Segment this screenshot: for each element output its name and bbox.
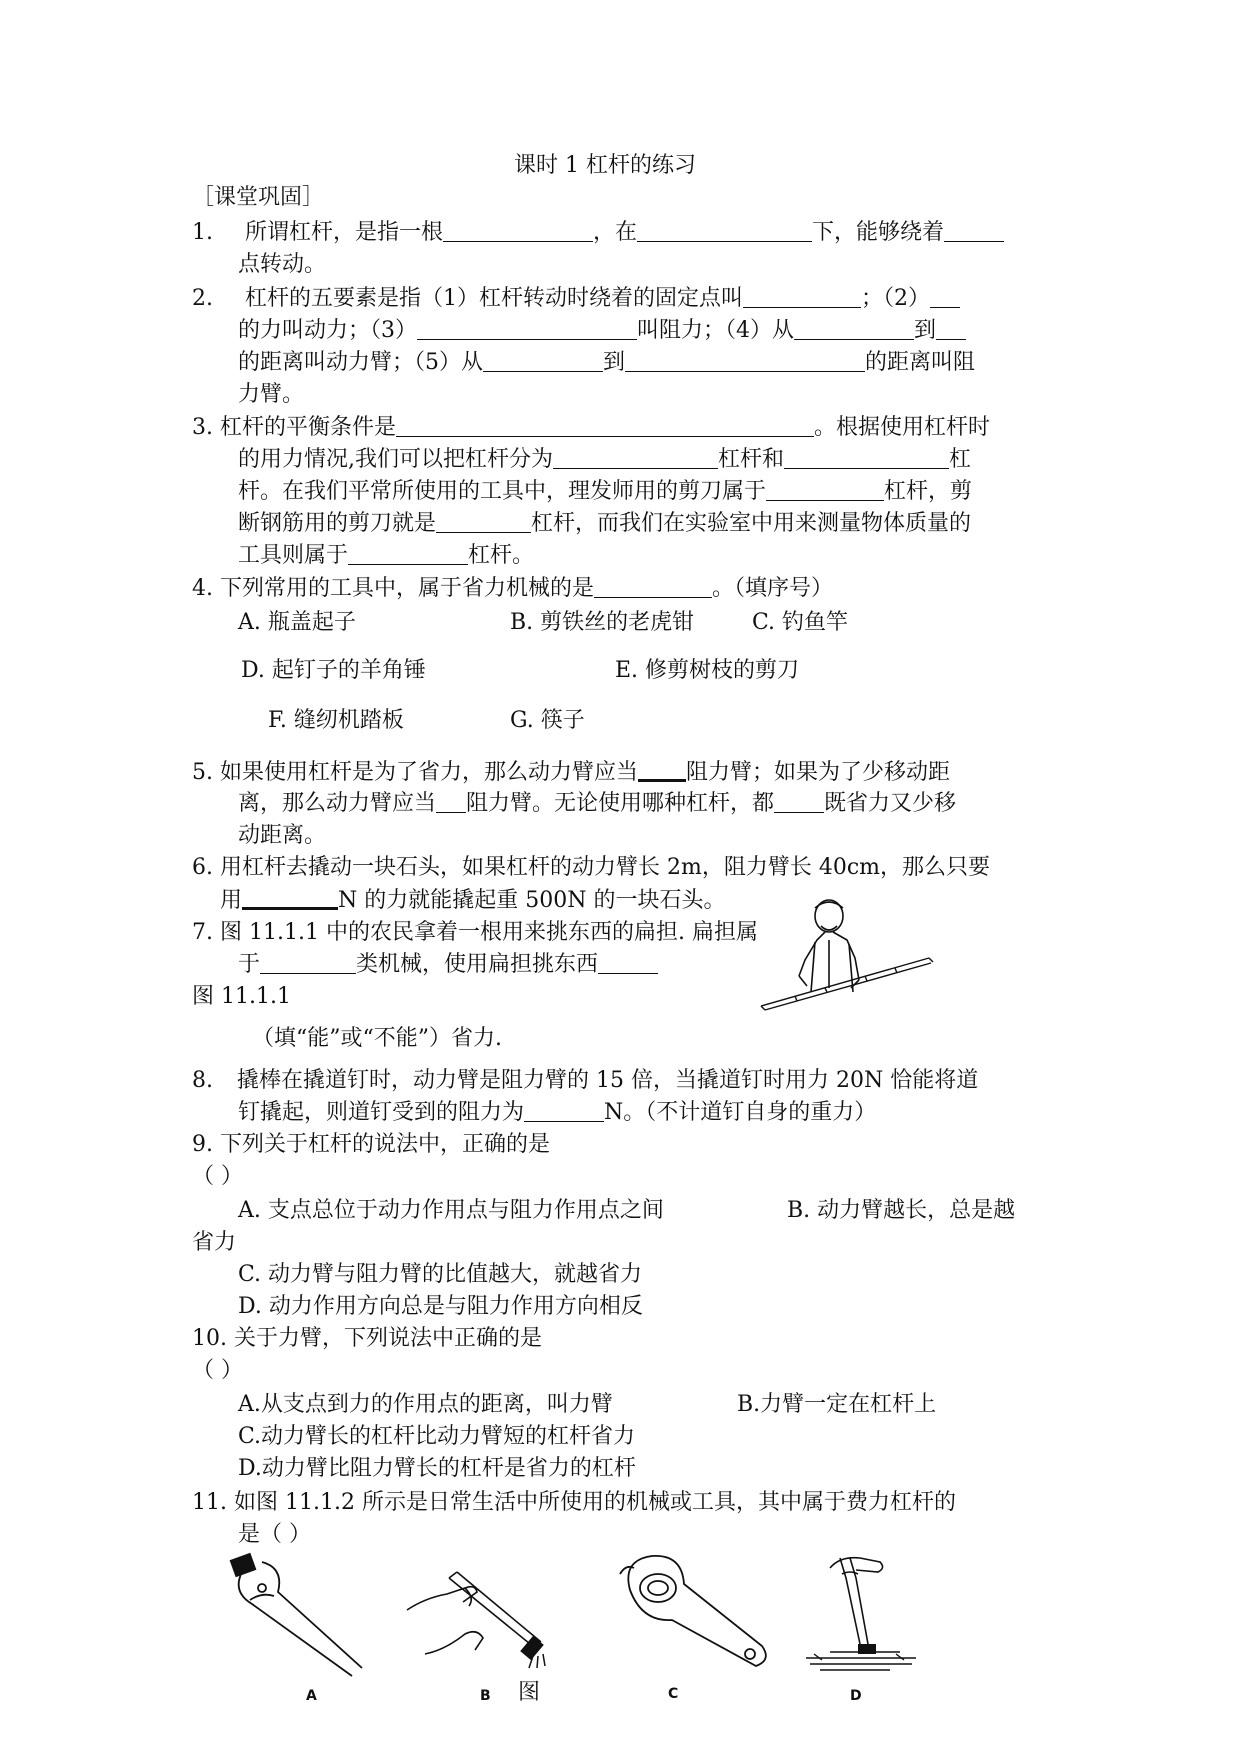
question-8-line-2: [238, 1098, 876, 1128]
question-text: 类机械，使用扁担挑东西: [356, 952, 599, 977]
question-11-line-1: [192, 1488, 956, 1518]
answer-blank[interactable]: [944, 219, 1004, 242]
figure-caption: 图 11.1.1: [192, 984, 291, 1009]
figure-label-a: A: [306, 1688, 317, 1704]
crowbar-figure: [800, 1548, 920, 1680]
question-7-line-2: [238, 950, 658, 980]
question-2-line-2: [238, 316, 966, 346]
question-number: 7.: [192, 920, 213, 945]
question-text: 用杠杆去撬动一块石头，如果杠杆的动力臂长 2m，阻力臂长 40cm，那么只要: [220, 855, 991, 880]
answer-blank[interactable]: [774, 790, 824, 813]
option-a: A. 支点总位于动力作用点与阻力作用点之间: [238, 1198, 664, 1223]
option-d: D.动力臂比阻力臂长的杠杆是省力的杠杆: [238, 1456, 636, 1481]
answer-blank[interactable]: [784, 446, 949, 469]
question-text: 叫阻力；（4）从: [637, 318, 794, 343]
question-text: 杠杆的平衡条件是: [220, 415, 397, 440]
question-text: 到: [603, 350, 626, 375]
question-text: （填“能”或“不能”）省力.: [252, 1026, 502, 1051]
question-number: 11.: [192, 1490, 227, 1515]
option-c: C. 动力臂与阻力臂的比值越大，就越省力: [238, 1262, 643, 1287]
question-number: 1.: [192, 220, 213, 245]
question-5-line-2: [238, 789, 956, 819]
question-text: 钉撬起，则道钉受到的阻力为: [238, 1100, 525, 1125]
figure-label-d: D: [850, 1688, 862, 1704]
answer-blank[interactable]: [766, 478, 884, 501]
answer-blank[interactable]: [930, 285, 960, 308]
question-7-line-1: [192, 918, 758, 948]
answer-blank[interactable]: [436, 510, 531, 533]
answer-blank[interactable]: [436, 790, 466, 813]
question-text: ，在: [593, 220, 638, 245]
question-text: 杆。在我们平常所使用的工具中，理发师用的剪刀属于: [238, 479, 767, 504]
option-b: B.力臂一定在杠杆上: [737, 1392, 937, 1417]
answer-blank[interactable]: [242, 885, 338, 910]
question-text: 杠: [949, 447, 972, 472]
option-a: A.从支点到力的作用点的距离，叫力臂: [238, 1392, 613, 1417]
question-number: 5.: [192, 760, 213, 785]
question-6-line-1: [192, 853, 990, 883]
question-number: 6.: [192, 855, 213, 880]
option-e: E. 修剪树枝的剪刀: [615, 658, 800, 683]
answer-parentheses[interactable]: （ ）: [192, 1358, 243, 1383]
question-number: 9.: [192, 1132, 213, 1157]
page-title: 课时 1 杠杆的练习: [514, 153, 696, 178]
question-number: 3.: [192, 415, 213, 440]
option-b: B. 剪铁丝的老虎钳: [510, 610, 695, 635]
answer-blank[interactable]: [524, 1099, 604, 1122]
question-text: ；（2）: [861, 286, 930, 311]
question-10-line-1: [192, 1324, 542, 1354]
question-text: 断钢筋用的剪刀就是: [238, 511, 437, 536]
farmer-carrying-pole-figure: [755, 896, 935, 1012]
figure-label-c: C: [668, 1686, 679, 1702]
question-3-line-5: [238, 541, 534, 571]
question-8-line-1: [192, 1066, 978, 1096]
question-9-line-1: [192, 1130, 550, 1160]
question-text: 的距离叫动力臂；（5）从: [238, 350, 483, 375]
question-1-line-1: [192, 218, 1004, 248]
option-c: C. 钓鱼竿: [752, 610, 849, 635]
answer-blank[interactable]: [443, 219, 593, 242]
question-text: 工具则属于: [238, 543, 349, 568]
option-b: B. 动力臂越长，总是越: [787, 1198, 1016, 1223]
bottle-opener-figure: [612, 1550, 772, 1680]
question-3-line-3: [238, 477, 972, 507]
answer-blank[interactable]: [483, 349, 603, 372]
figure-caption: 图: [518, 1680, 541, 1705]
answer-blank[interactable]: [348, 542, 468, 565]
option-d: D. 起钉子的羊角锤: [241, 658, 426, 683]
question-text: 下，能够绕着: [812, 220, 945, 245]
answer-blank[interactable]: [936, 317, 966, 340]
question-3-line-2: [238, 445, 971, 475]
question-5-line-1: [192, 757, 950, 788]
question-text: 杠杆，剪: [884, 479, 973, 504]
question-text: 。（填序号）: [712, 576, 834, 601]
question-text: 的用力情况,我们可以把杠杆分为: [238, 447, 553, 472]
question-text: 离，那么动力臂应当: [238, 791, 437, 816]
question-text: 下列关于杠杆的说法中，正确的是: [220, 1132, 551, 1157]
question-text: N。（不计道钉自身的重力）: [604, 1100, 877, 1125]
answer-blank[interactable]: [637, 219, 812, 242]
question-text: 。根据使用杠杆时: [814, 415, 991, 440]
answer-blank[interactable]: [396, 414, 814, 437]
answer-blank[interactable]: [625, 349, 865, 372]
question-text: 到: [914, 318, 937, 343]
section-heading: ［课堂巩固］: [192, 185, 325, 210]
question-number: 8.: [192, 1068, 213, 1093]
answer-blank[interactable]: [743, 285, 861, 308]
question-text: 撬棒在撬道钉时，动力臂是阻力臂的 15 倍，当撬道钉时用力 20N 恰能将道: [237, 1068, 979, 1093]
question-text: 如图 11.1.2 所示是日常生活中所使用的机械或工具，其中属于费力杠杆的: [234, 1490, 956, 1515]
question-6-line-2: [220, 885, 726, 916]
question-text: 阻力臂；如果为了少移动距: [686, 760, 951, 785]
hand-tool-figure: [405, 1558, 565, 1678]
question-text: 于: [238, 952, 261, 977]
pliers-figure: [222, 1552, 382, 1682]
question-number: 4.: [192, 576, 213, 601]
question-text: 如果使用杠杆是为了省力，那么动力臂应当: [220, 760, 639, 785]
question-text: 阻力臂。无论使用哪种杠杆，都: [466, 791, 775, 816]
question-text: 杠杆的五要素是指（1）杠杆转动时绕着的固定点叫: [245, 286, 743, 311]
answer-blank[interactable]: [598, 951, 658, 974]
question-text: 所谓杠杆，是指一根: [245, 220, 444, 245]
question-text: 下列常用的工具中，属于省力机械的是: [220, 576, 595, 601]
answer-parentheses[interactable]: （ ）: [192, 1164, 243, 1189]
option-b-continued: 省力: [192, 1230, 237, 1255]
question-text: 既省力又少移: [824, 791, 957, 816]
answer-blank[interactable]: [260, 951, 356, 974]
question-text: 图 11.1.1 中的农民拿着一根用来挑东西的扁担. 扁担属: [220, 920, 758, 945]
question-text: 杠杆和: [718, 447, 785, 472]
question-2-line-1: [192, 284, 960, 314]
option-g: G. 筷子: [510, 708, 585, 733]
question-text: N 的力就能撬起重 500N 的一块石头。: [338, 888, 726, 913]
question-text: 动距离。: [238, 823, 327, 848]
option-d: D. 动力作用方向总是与阻力作用方向相反: [238, 1294, 643, 1319]
question-text: 杠杆，而我们在实验室中用来测量物体质量的: [531, 511, 972, 536]
answer-blank[interactable]: [794, 317, 914, 340]
question-number: 10.: [192, 1326, 227, 1351]
question-text: 关于力臂，下列说法中正确的是: [234, 1326, 543, 1351]
question-4-line-1: [192, 574, 833, 604]
answer-blank[interactable]: [594, 575, 712, 598]
figure-label-b: B: [480, 1688, 491, 1704]
option-a: A. 瓶盖起子: [238, 610, 356, 635]
question-number: 2.: [192, 286, 213, 311]
question-text: 的力叫动力；（3）: [238, 318, 417, 343]
option-c: C.动力臂长的杠杆比动力臂短的杠杆省力: [238, 1424, 636, 1449]
question-3-line-4: [238, 509, 971, 539]
question-text: 杠杆。: [468, 543, 535, 568]
answer-blank[interactable]: [417, 317, 637, 340]
question-text: 的距离叫阻: [865, 350, 976, 375]
question-text: 用: [220, 888, 243, 913]
question-text: 力臂。: [238, 382, 305, 407]
question-text: 是（ ）: [238, 1522, 311, 1547]
question-3-line-1: [192, 413, 990, 443]
option-f: F. 缝纫机踏板: [268, 708, 404, 733]
answer-blank[interactable]: [638, 757, 686, 782]
answer-blank[interactable]: [553, 446, 718, 469]
question-2-line-3: [238, 348, 975, 378]
question-text: 点转动。: [238, 252, 327, 277]
